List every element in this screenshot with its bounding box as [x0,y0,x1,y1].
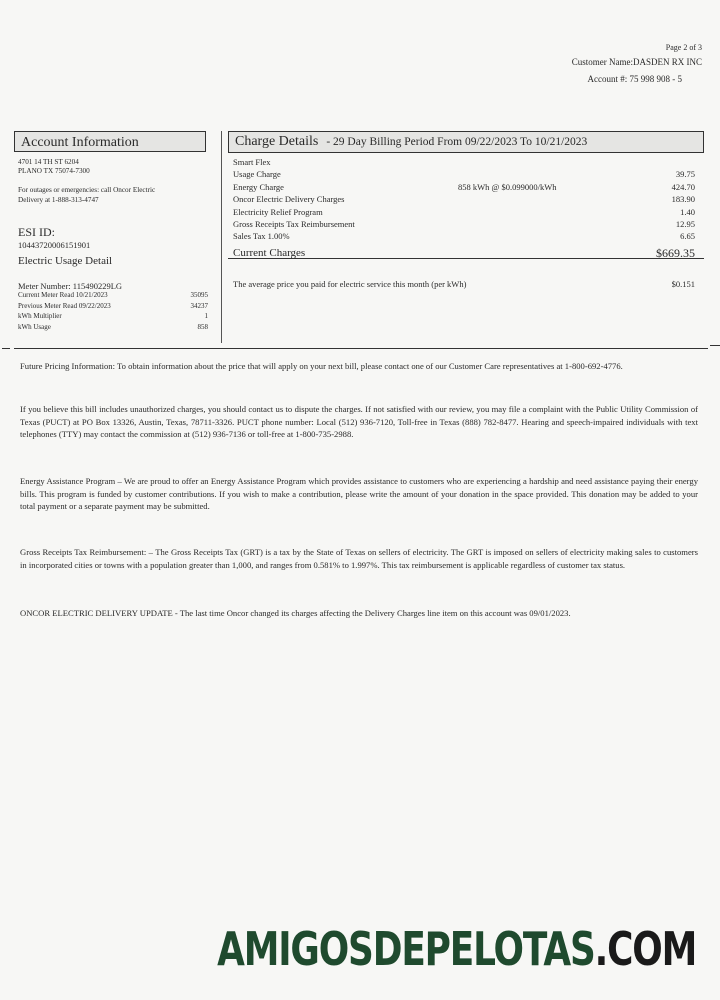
charge-detail: 858 kWh @ $0.099000/kWh [458,181,557,192]
gross-receipts-paragraph: Gross Receipts Tax Reimbursement: – The Gross Receipts Tax (GRT) is a tax by the State of Texas on sellers of electricity. The GRT is imposed on sellers of electricity making sales to customers in incorporated cities or towns with a population greater than 1,000, and ranges from 0.581% to 1.997%. This tax reimbursement is applicable regardless of customer tax status. [20,547,698,570]
charge-amount: 1.40 [680,206,695,217]
charge-row [233,206,695,218]
charge-amount: 183.90 [671,194,695,205]
watermark-logo [217,922,696,976]
outage-notice: For outages or emergencies: call Oncor Electric Delivery at 1-888-313-4747 [18,186,156,204]
meter-row-label: Current Meter Read 10/21/2023 [18,291,108,299]
charge-row [233,193,695,205]
current-charges-label: Current Charges [233,246,306,259]
charge-amount: 6.65 [680,231,695,242]
fold-mark-right [710,345,720,346]
future-pricing-paragraph: Future Pricing Information: To obtain information about the price that will apply on your next bill, please contact one of our Customer Care representatives at 1-800-692-4776. [20,361,623,371]
meter-row [18,323,208,334]
billing-period: - 29 Day Billing Period From 09/22/2023 To 10/21/2023 [326,136,588,148]
charge-label: Electricity Relief Program [233,206,323,217]
charge-label: Usage Charge [233,169,281,180]
charge-details-title: Charge Details [235,134,319,149]
charge-amount: 12.95 [675,218,695,229]
charge-row [233,230,695,242]
charge-label: Energy Charge [233,181,284,192]
watermark-domain: .COM [594,922,696,976]
energy-assistance-paragraph: Energy Assistance Program – We are proud to offer an Energy Assistance Program which provides assistance to customers who are experiencing a hardship and need assistance paying their energy bills. This program is funded by customer contributions. If you wish to make a contribution, please write the amount of your donation in the space provided. This donation may be added to your total payment or a separate payment may be submitted. [20,476,698,512]
address-line-2: PLANO TX 75074-7300 [18,166,90,175]
meter-row-label: Previous Meter Read 09/22/2023 [18,301,111,310]
meter-row-value: 858 [197,322,208,331]
address-line-1: 4701 14 TH ST 6204 [18,158,79,166]
charge-row [233,218,695,230]
dispute-paragraph: If you believe this bill includes unauthorized charges, you should contact us to dispute the charges. If not satisfied with our review, you may file a complaint with the Public Utility Commission of Texas (PUCT) at PO Box 13326, Austin, Texas, 78711-3326. PUCT phone number: Local (512) 936-7120, Toll-free in Texas (888) 782-8477. Hearing and speech-impaired individuals with text telephones (TTY) may contact the commission at (512) 936-7136 or toll-free at 1-800-735-2988. [20,404,698,440]
meter-row-label: kWh Usage [18,322,51,331]
charge-amount: 424.70 [671,181,695,192]
average-price-amount: $0.151 [671,279,695,289]
customer-name: Customer Name:DASDEN RX INC [571,57,702,67]
current-charges-amount: $669.35 [656,245,695,260]
charge-label: Sales Tax 1.00% [233,231,290,242]
meter-row [18,312,208,323]
charge-row [233,168,695,180]
meter-row-value: 35095 [190,291,208,299]
fold-mark-left [2,348,10,349]
account-number: Account #: 75 998 908 - 5 [587,74,682,84]
average-price-label: The average price you paid for electric service this month (per kWh) [233,279,467,289]
charge-details-heading [228,131,704,153]
electric-usage-heading: Electric Usage Detail [18,255,113,267]
charge-row [233,181,695,193]
column-divider [221,131,222,343]
section-divider [14,348,708,349]
meter-readings [18,291,208,333]
meter-row-label: kWh Multiplier [18,312,62,320]
charge-amount: 39.75 [675,169,695,180]
service-address [18,158,90,176]
average-price-row [233,279,695,289]
charge-label: Gross Receipts Tax Reimbursement [233,218,355,229]
page-number: Page 2 of 3 [665,43,702,52]
meter-row-value: 34237 [190,301,208,310]
charge-list [233,156,695,261]
esi-id-value: 10443720006151901 [18,240,91,250]
meter-number: Meter Number: 115490229LG [18,281,123,291]
charge-label: Oncor Electric Delivery Charges [233,194,345,205]
charges-total-rule [228,258,704,259]
watermark-name: AMIGOSDEPELOTAS [216,922,595,976]
oncor-update-paragraph: ONCOR ELECTRIC DELIVERY UPDATE - The last time Oncor changed its charges affecting the Delivery Charges line item on this account was 09/01/2023. [20,608,571,618]
esi-id-label: ESI ID: [18,225,55,239]
account-information-heading: Account Information [14,131,206,152]
meter-row [18,291,208,302]
plan-name: Smart Flex [233,157,271,167]
meter-row [18,302,208,313]
meter-row-value: 1 [204,312,208,320]
